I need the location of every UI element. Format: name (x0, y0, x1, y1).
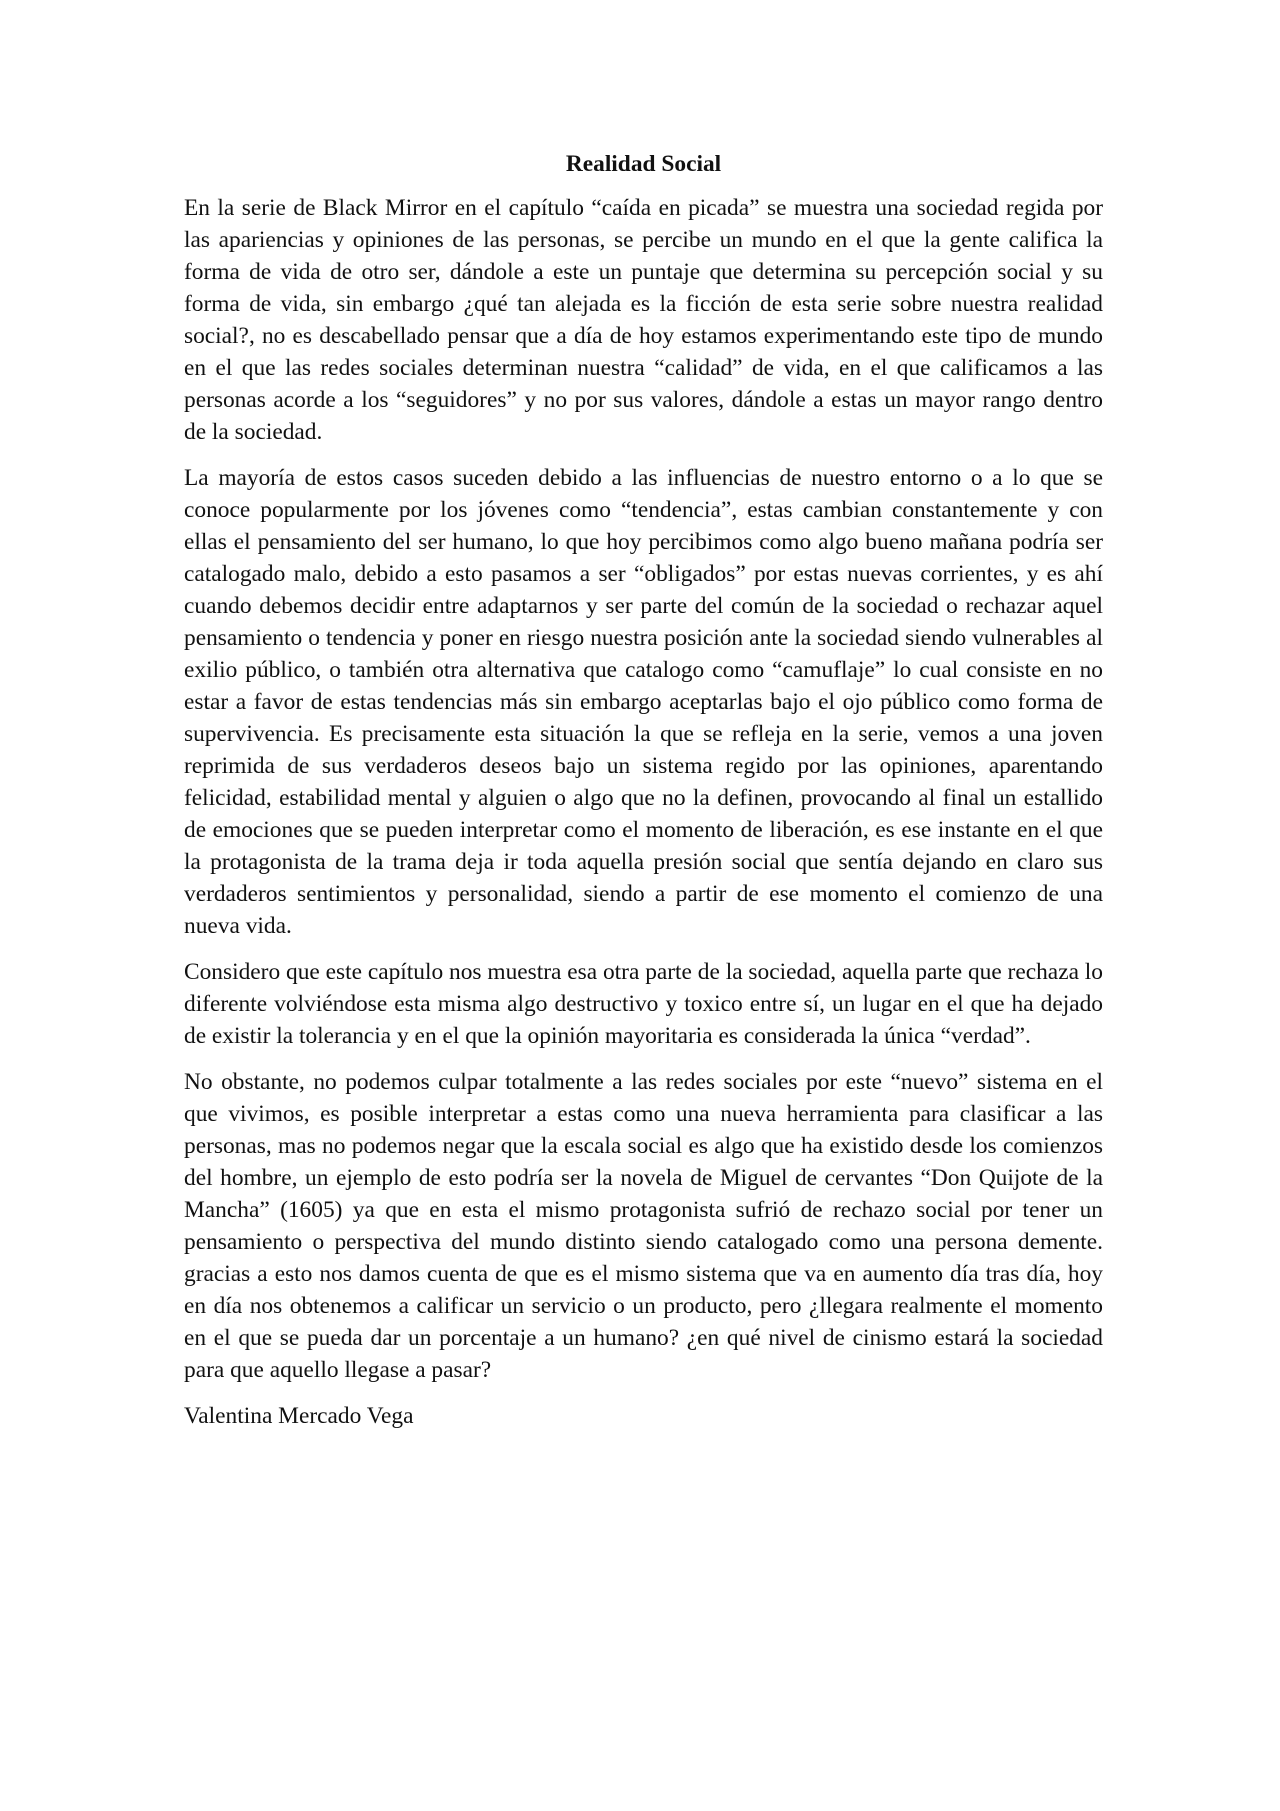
paragraph-4: No obstante, no podemos culpar totalmente a las redes sociales por este “nuevo” sistema en el que vivimos, es posible interpretar a estas como una nueva herramienta para clasificar a las personas, mas no podemos negar que la escala social es algo que ha existido desde los comienzos del hombre, un ejemplo de esto podría ser la novela de Miguel de cervantes “Don Quijote de la Mancha” (1605) ya que en esta el mismo protagonista sufrió de rechazo social por tener un pensamiento o perspectiva del mundo distinto siendo catalogado como una persona demente. gracias a esto nos damos cuenta de que es el mismo sistema que va en aumento día tras día, hoy en día nos obtenemos a calificar un servicio o un producto, pero ¿llegara realmente el momento en el que se pueda dar un porcentaje a un humano? ¿en qué nivel de cinismo estará la sociedad para que aquello llegase a pasar? (184, 1069, 1103, 1383)
paragraph-2: La mayoría de estos casos suceden debido a las influencias de nuestro entorno o a lo que se conoce popularmente por los jóvenes como “tendencia”, estas cambian constantemente y con ellas el pensamiento del ser humano, lo que hoy percibimos como algo bueno mañana podría ser catalogado malo, debido a esto pasamos a ser “obligados” por estas nuevas corrientes, y es ahí cuando debemos decidir entre adaptarnos y ser parte del común de la sociedad o rechazar aquel pensamiento o tendencia y poner en riesgo nuestra posición ante la sociedad siendo vulnerables al exilio público, o también otra alternativa que catalogo como “camuflaje” lo cual consiste en no estar a favor de estas tendencias más sin embargo aceptarlas bajo el ojo público como forma de supervivencia. Es precisamente esta situación la que se refleja en la serie, vemos a una joven reprimida de sus verdaderos deseos bajo un sistema regido por las opiniones, aparentando felicidad, estabilidad mental y alguien o algo que no la definen, provocando al final un estallido de emociones que se pueden interpretar como el momento de liberación, es ese instante en el que la protagonista de la trama deja ir toda aquella presión social que sentía dejando en claro sus verdaderos sentimientos y personalidad, siendo a partir de ese momento el comienzo de una nueva vida. (184, 465, 1103, 939)
document-body (184, 148, 1103, 1432)
document-title: Realidad Social (565, 151, 722, 177)
paragraph-3: Considero que este capítulo nos muestra esa otra parte de la sociedad, aquella parte que rechaza lo diferente volviéndose esta misma algo destructivo y toxico entre sí, un lugar en el que ha dejado de existir la tolerancia y en el que la opinión mayoritaria es considerada la única “verdad”. (184, 959, 1103, 1049)
author-name: Valentina Mercado Vega (184, 1403, 414, 1429)
paragraph-1: En la serie de Black Mirror en el capítulo “caída en picada” se muestra una sociedad regida por las apariencias y opiniones de las personas, se percibe un mundo en el que la gente califica la forma de vida de otro ser, dándole a este un puntaje que determina su percepción social y su forma de vida, sin embargo ¿qué tan alejada es la ficción de esta serie sobre nuestra realidad social?, no es descabellado pensar que a día de hoy estamos experimentando este tipo de mundo en el que las redes sociales determinan nuestra “calidad” de vida, en el que calificamos a las personas acorde a los “seguidores” y no por sus valores, dándole a estas un mayor rango dentro de la sociedad. (184, 195, 1103, 445)
